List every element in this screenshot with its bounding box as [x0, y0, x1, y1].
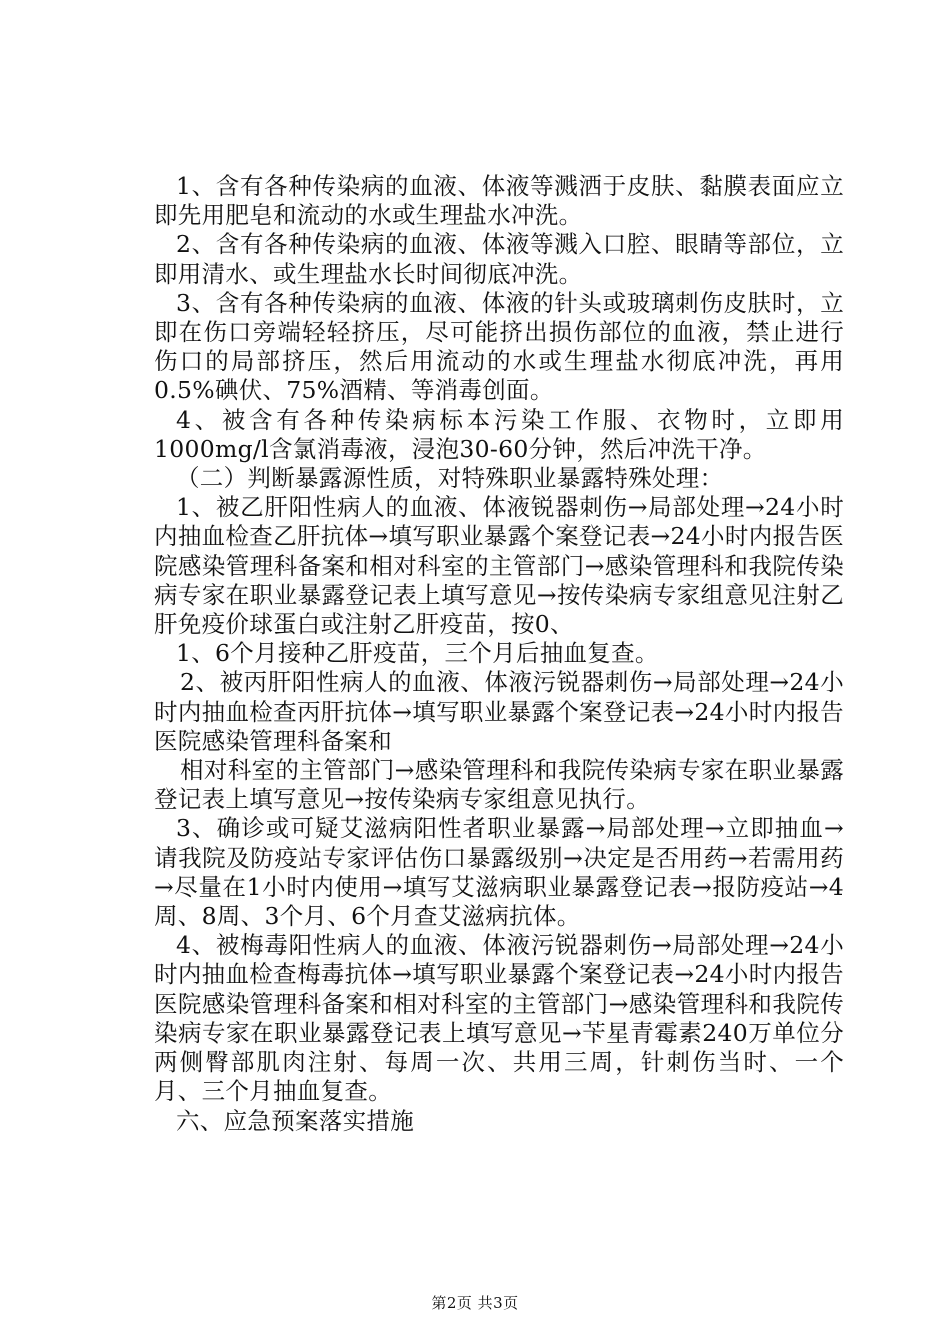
paragraph-7: 2、被丙肝阳性病人的血液、体液污锐器刺伤→局部处理→24小时内抽血检查丙肝抗体→填写职业暴露个案登记表→24小时内报告医院感染管理科备案和: [154, 668, 844, 755]
paragraph-8: 相对科室的主管部门→感染管理科和我院传染病专家在职业暴露登记表上填写意见→按传染病专家组意见执行。: [154, 756, 844, 814]
page-footer: 第2页 共3页: [431, 1294, 519, 1312]
paragraph-1: 1、含有各种传染病的血液、体液等溅洒于皮肤、黏膜表面应立即先用肥皂和流动的水或生理盐水冲洗。: [154, 172, 844, 230]
paragraph-3: 3、含有各种传染病的血液、体液的针头或玻璃刺伤皮肤时，立即在伤口旁端轻轻挤压，尽可能挤出损伤部位的血液，禁止进行伤口的局部挤压，然后用流动的水或生理盐水彻底冲洗，再用0.5%碘伏、75%酒精、等消毒创面。: [154, 288, 844, 405]
section-heading-6: 六、应急预案落实措施: [176, 1106, 414, 1135]
document-body: [154, 172, 844, 1136]
section-heading-2: （二）判断暴露源性质，对特殊职业暴露特殊处理：: [176, 464, 724, 493]
paragraph-2: 2、含有各种传染病的血液、体液等溅入口腔、眼睛等部位，立即用清水、或生理盐水长时间彻底冲洗。: [154, 230, 844, 288]
paragraph-10: 4、被梅毒阳性病人的血液、体液污锐器刺伤→局部处理→24小时内抽血检查梅毒抗体→填写职业暴露个案登记表→24小时内报告医院感染管理科备案和相对科室的主管部门→感染管理科和我院传染病专家在职业暴露登记表上填写意见→苄星青霉素240万单位分两侧臀部肌肉注射、每周一次、共用三周，针刺伤当时、一个月、三个月抽血复查。: [154, 931, 844, 1106]
paragraph-4: 4、被含有各种传染病标本污染工作服、衣物时，立即用1000mg/l含氯消毒液，浸泡30-60分钟，然后冲洗干净。: [154, 405, 844, 463]
paragraph-6: 1、6个月接种乙肝疫苗，三个月后抽血复查。: [176, 639, 659, 668]
paragraph-9: 3、确诊或可疑艾滋病阳性者职业暴露→局部处理→立即抽血→请我院及防疫站专家评估伤口暴露级别→决定是否用药→若需用药→尽量在1小时内使用→填写艾滋病职业暴露登记表→报防疫站→4周、8周、3个月、6个月查艾滋病抗体。: [154, 814, 844, 931]
paragraph-5: 1、被乙肝阳性病人的血液、体液锐器刺伤→局部处理→24小时内抽血检查乙肝抗体→填写职业暴露个案登记表→24小时内报告医院感染管理科备案和相对科室的主管部门→感染管理科和我院传染病专家在职业暴露登记表上填写意见→按传染病专家组意见注射乙肝免疫价球蛋白或注射乙肝疫苗，按0、: [154, 493, 844, 639]
